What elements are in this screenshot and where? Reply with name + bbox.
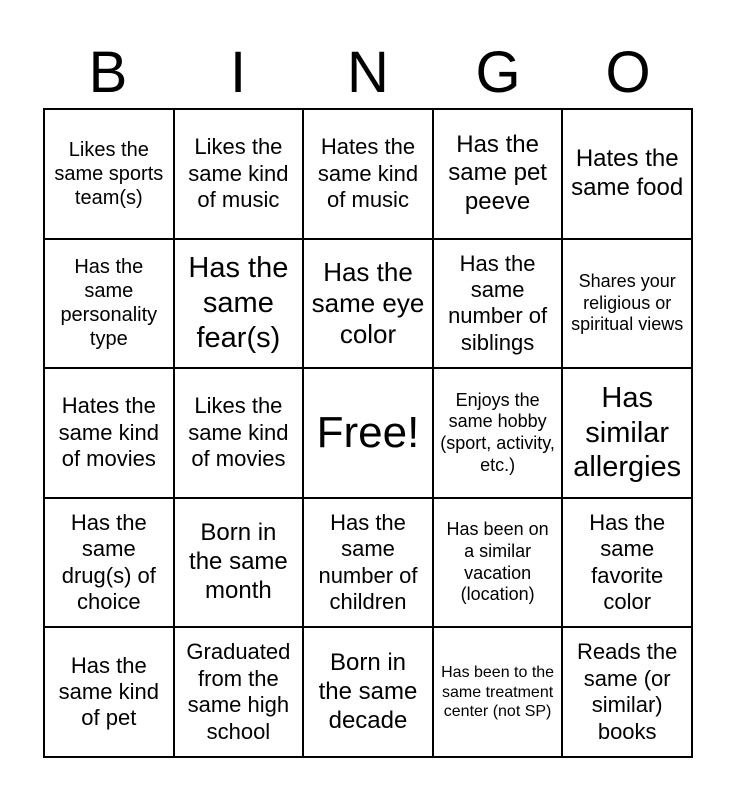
bingo-cell[interactable]: Has been to the same treatment center (not SP): [433, 627, 563, 757]
header-letter-b: B: [88, 40, 128, 105]
bingo-cell[interactable]: Hates the same food: [562, 109, 692, 239]
free-space[interactable]: Free!: [303, 368, 433, 498]
bingo-cell[interactable]: Has the same pet peeve: [433, 109, 563, 239]
bingo-board: [43, 108, 693, 758]
bingo-cell[interactable]: Has the same number of children: [303, 498, 433, 628]
bingo-cell[interactable]: Reads the same (or similar) books: [562, 627, 692, 757]
bingo-cell[interactable]: Has the same personality type: [44, 239, 174, 369]
bingo-cell[interactable]: Born in the same decade: [303, 627, 433, 757]
bingo-cell[interactable]: Has the same eye color: [303, 239, 433, 369]
header-letter-g: G: [475, 40, 521, 105]
bingo-cell[interactable]: Likes the same sports team(s): [44, 109, 174, 239]
header-letter-n: N: [347, 40, 389, 105]
bingo-cell[interactable]: Shares your religious or spiritual views: [562, 239, 692, 369]
bingo-cell[interactable]: Has the same fear(s): [174, 239, 304, 369]
bingo-header: [43, 38, 693, 108]
bingo-cell[interactable]: Has been on a similar vacation (location): [433, 498, 563, 628]
header-letter-i: I: [229, 40, 247, 105]
bingo-cell[interactable]: Likes the same kind of movies: [174, 368, 304, 498]
bingo-cell[interactable]: Hates the same kind of music: [303, 109, 433, 239]
bingo-cell[interactable]: Has the same number of siblings: [433, 239, 563, 369]
bingo-cell[interactable]: Hates the same kind of movies: [44, 368, 174, 498]
bingo-cell[interactable]: Born in the same month: [174, 498, 304, 628]
bingo-cell[interactable]: Has the same drug(s) of choice: [44, 498, 174, 628]
header-letter-o: O: [605, 40, 651, 105]
bingo-cell[interactable]: Enjoys the same hobby (sport, activity, etc.): [433, 368, 563, 498]
bingo-cell[interactable]: Has the same favorite color: [562, 498, 692, 628]
bingo-cell[interactable]: Graduated from the same high school: [174, 627, 304, 757]
bingo-cell[interactable]: Has similar allergies: [562, 368, 692, 498]
bingo-cell[interactable]: Has the same kind of pet: [44, 627, 174, 757]
bingo-cell[interactable]: Likes the same kind of music: [174, 109, 304, 239]
